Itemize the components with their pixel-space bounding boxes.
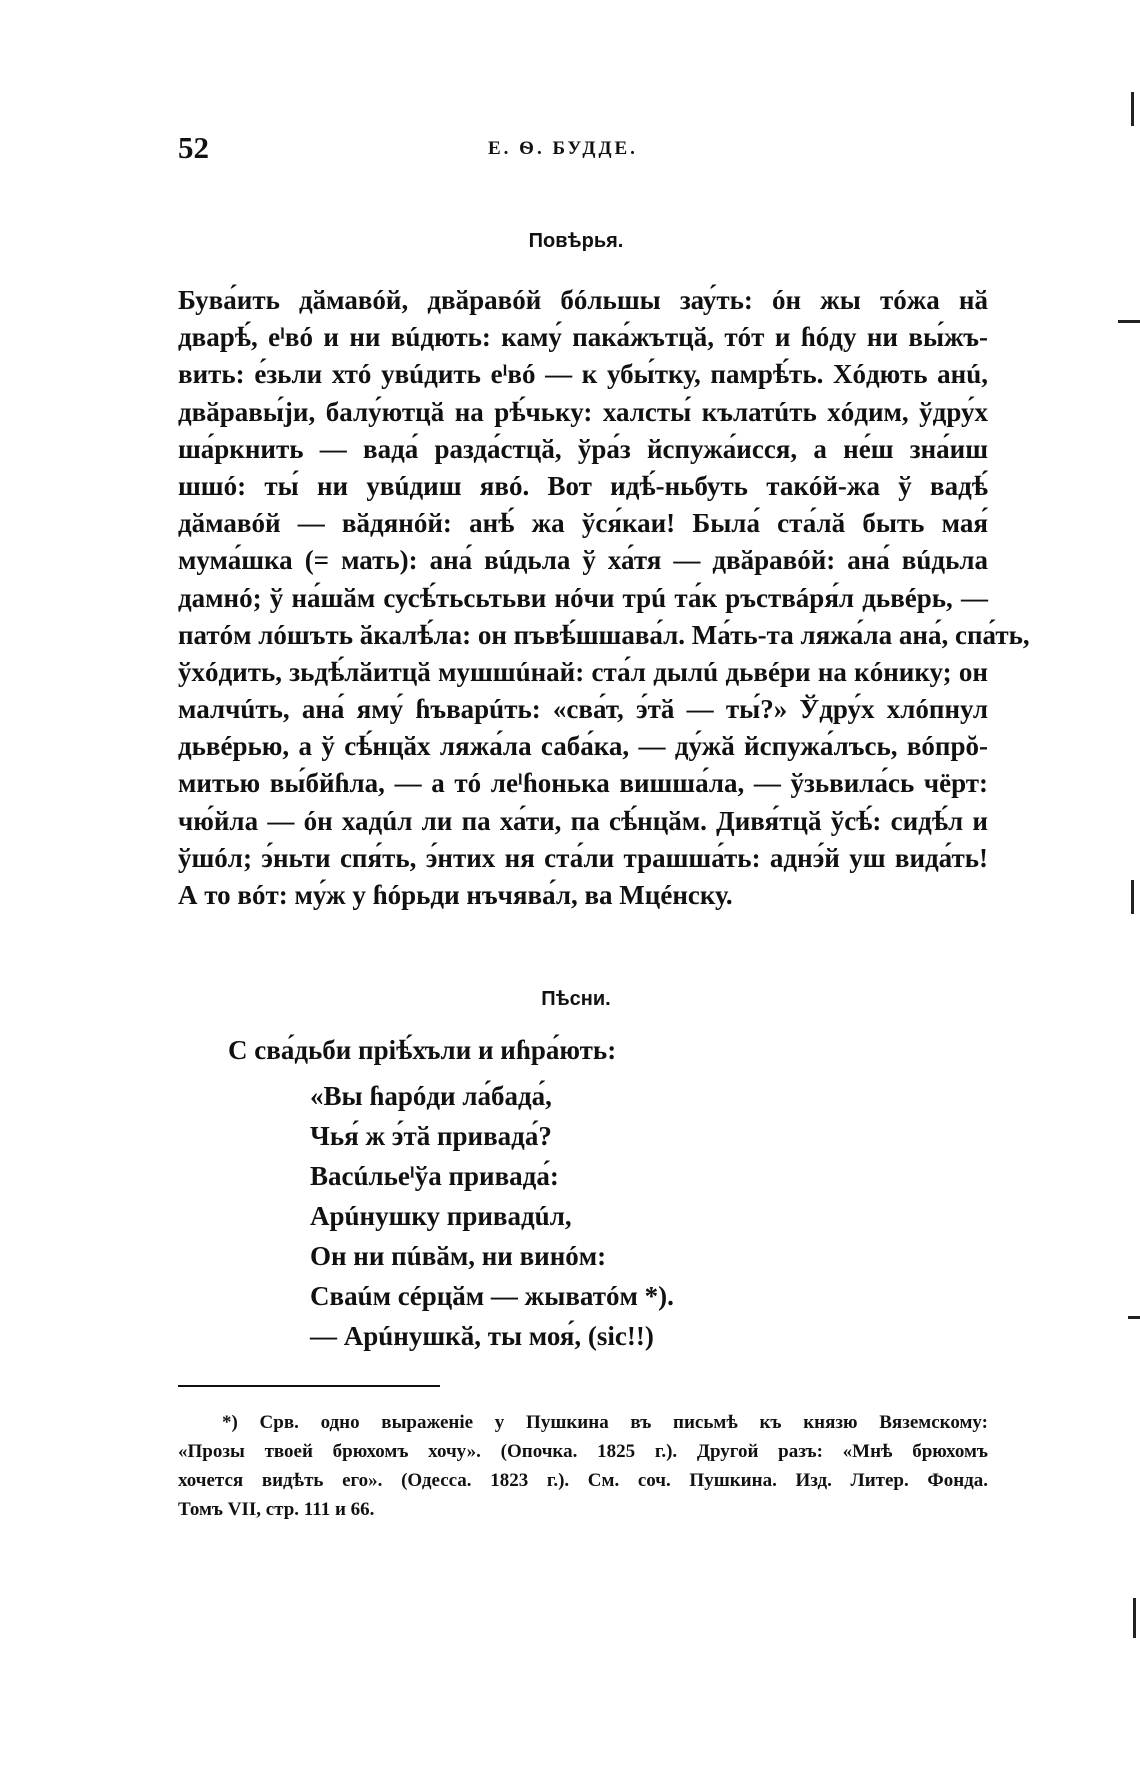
scan-edge-mark: [1128, 1316, 1140, 1319]
verse-line: «Вы ɦарóди ла́бада́,: [310, 1081, 552, 1111]
text-line: вить: е́зьли хтó увúдить еˡвó — к убы́тку, памрѣ́ть. Хóдють анú,: [178, 359, 988, 390]
text-line: ўшóл; э́ньти спя́ть, э́нтих ня ста́ли трашша́ть: аднэ́й уш вида́ть!: [178, 842, 988, 873]
verse-line: Чья́ ж э́тӑ привада́?: [310, 1121, 552, 1151]
text-line: патóм лóшъть ӑкалѣ́ла: он пъвѣ́шшава́л. Ма́ть-та ляжа́ла ана́, спа́ть,: [178, 619, 1030, 650]
scan-edge-mark: [1131, 92, 1134, 126]
text-line: двӑравы́ји, балу́ютцӑ на рѣ́чьку: халсты́ кълатúть хóдим, ўдру́х: [178, 396, 988, 427]
verse-line: Сваúм сéрцӑм — жыватóм *).: [310, 1281, 674, 1311]
text-line: дварѣ́, еˡвó и ни вúдють: каму́ пака́жътцӑ, тóт и ɦóду ни вы́жъ-: [178, 322, 988, 353]
footnote: [178, 1408, 988, 1524]
verse-line: Арúнушку привадúл,: [310, 1201, 572, 1231]
text-line: дьвéрью, а ў сѣ́нцӑх ляжа́ла саба́ка, — ду́жӑ йспужа́лъсь, вóпрŏ-: [178, 731, 988, 762]
text-line: дӑмавóй — вӑдянóй: анѣ́ жа ўся́каи! Была́ ста́лӑ быть мая́: [178, 508, 988, 539]
footnote-line: Томъ VII, стр. 111 и 66.: [178, 1499, 375, 1520]
verse-line: Он ни пúвӑм, ни винóм:: [310, 1241, 607, 1271]
text-line: митью вы́бйɦла, — а тó леˡɦонька вишша́ла, — ўзьвила́сь чёрт:: [178, 768, 988, 799]
text-line: дамнó; ў на́шӑм сусѣ́тьсьтьви нóчи трú та́к ръствáря́л дьвéрь, —: [178, 582, 988, 613]
section-heading-songs: Пѣсни.: [541, 988, 611, 1010]
song-verse: [310, 1076, 674, 1356]
text-line: Бува́ить дӑмавóй, двӑравóй бóльшы зау́ть: óн жы тóжа нӑ: [178, 285, 988, 315]
scan-edge-mark: [1133, 1598, 1136, 1638]
running-title: Е. Ѳ. БУДДЕ.: [488, 138, 638, 159]
song-intro: С сва́дьби прiѣ́хъли и иɦра́ють:: [228, 1035, 617, 1065]
running-head: [178, 128, 998, 168]
text-line: малчúть, ана́ яму́ ɦъварúть: «сва́т, э́тӑ — ты́?» Ўдру́х хлóпнул: [178, 694, 988, 725]
section-heading-beliefs: Повѣрья.: [528, 230, 624, 252]
footnote-line: «Прозы твоей брюхомъ хочу». (Опочка. 1825 г.). Другой разъ: «Мнѣ брюхомъ: [178, 1441, 988, 1462]
text-line: А то вóт: му́ж у ɦóрьди нъчява́л, ва Мцéнску.: [178, 880, 733, 910]
text-line: ша́ркнить — вада́ разда́стцӑ, ўра́з йспужа́исся, а не́ш зна́иш: [178, 433, 988, 464]
beliefs-paragraph: [178, 282, 1030, 914]
scan-edge-mark: [1131, 880, 1134, 914]
verse-line: — Арúнушкӑ, ты моя́, (sic!!): [310, 1321, 654, 1351]
text-line: ўхóдить, зьдѣ́лӑитцӑ мушшúнай: ста́л дылú дьвéри на кóнику; он: [178, 656, 988, 687]
footnote-line: хочется видѣть его». (Одесса. 1823 г.). См. соч. Пушкина. Изд. Литер. Фонда.: [178, 1470, 988, 1491]
text-line: мума́шка (= мать): ана́ вúдьла ў ха́тя — двӑравóй: ана́ вúдьла: [178, 545, 988, 576]
page-number: 52: [178, 130, 209, 165]
footnote-line: *) Срв. одно выраженіе у Пушкина въ письмѣ къ князю Вяземскому:: [222, 1412, 988, 1433]
footnote-divider: [178, 1385, 440, 1387]
text-line: чю́йла — óн хадúл ли па ха́ти, па сѣ́нцӑм. Дивя́тцӑ ўсѣ́: сидѣ́л и: [178, 805, 988, 836]
verse-line: Васúльеˡўа привада́:: [310, 1161, 559, 1191]
text-line: шшó: ты́ ни увúдиш явó. Вот идѣ́-ньбуть такóй-жа ў вадѣ́: [178, 470, 988, 501]
scan-edge-mark: [1118, 320, 1140, 323]
